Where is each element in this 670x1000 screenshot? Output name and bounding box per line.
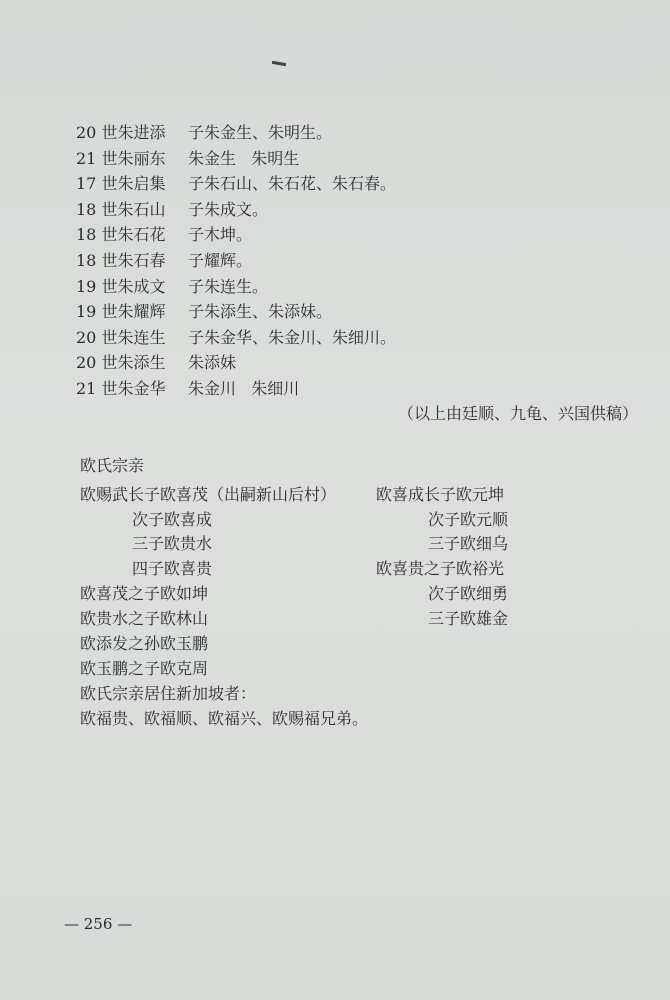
zhu-genealogy-list bbox=[76, 120, 636, 402]
list-item: 欧添发之孙欧玉鹏 bbox=[80, 634, 209, 653]
source-note: （以上由廷顺、九龟、兴国供稿） bbox=[397, 404, 638, 423]
list-item: 欧喜茂之子欧如坤 bbox=[80, 584, 209, 603]
list-item: 20 世朱进添 子朱金生、朱明生。 bbox=[76, 123, 333, 142]
list-item: 欧贵水之子欧林山 bbox=[80, 609, 209, 628]
list-item: 20 世朱添生 朱添妹 bbox=[76, 353, 237, 373]
list-item: 次子欧细勇 bbox=[428, 584, 509, 603]
list-item: 21 世朱金华 朱金川 朱细川 bbox=[76, 378, 300, 398]
list-item: 欧氏宗亲居住新加坡者： bbox=[80, 684, 257, 703]
list-item: 18 世朱石春 子耀辉。 bbox=[76, 250, 253, 270]
list-item: 四子欧喜贵 bbox=[132, 559, 213, 578]
ink-mark bbox=[272, 61, 286, 66]
list-item: 三子欧雄金 bbox=[428, 609, 509, 628]
page-number: — 256 — bbox=[64, 915, 133, 933]
list-item: 欧喜贵之子欧裕光 bbox=[376, 559, 505, 578]
list-item: 欧喜成长子欧元坤 bbox=[376, 485, 505, 504]
list-item: 18 世朱石花 子木坤。 bbox=[76, 225, 253, 245]
list-item: 18 世朱石山 子朱成文。 bbox=[76, 199, 269, 219]
list-item: 欧玉鹏之子欧克周 bbox=[80, 659, 209, 678]
list-item: 欧福贵、欧福顺、欧福兴、欧赐福兄弟。 bbox=[80, 709, 369, 728]
list-item: 17 世朱启集 子朱石山、朱石花、朱石春。 bbox=[76, 174, 397, 194]
list-item: 三子欧贵水 bbox=[132, 534, 213, 553]
list-item: 次子欧喜成 bbox=[132, 510, 213, 529]
list-item: 19 世朱成文 子朱连生。 bbox=[76, 276, 269, 296]
list-item: 21 世朱丽东 朱金生 朱明生 bbox=[76, 148, 300, 168]
list-item: 20 世朱连生 子朱金华、朱金川、朱细川。 bbox=[76, 327, 397, 347]
list-item: 欧赐武长子欧喜茂（出嗣新山后村） bbox=[80, 485, 337, 504]
list-item: 19 世朱耀辉 子朱添生、朱添妹。 bbox=[76, 302, 333, 322]
section-heading: 欧氏宗亲 bbox=[80, 456, 145, 475]
list-item: 三子欧细乌 bbox=[428, 534, 509, 553]
list-item: 次子欧元顺 bbox=[428, 510, 509, 529]
